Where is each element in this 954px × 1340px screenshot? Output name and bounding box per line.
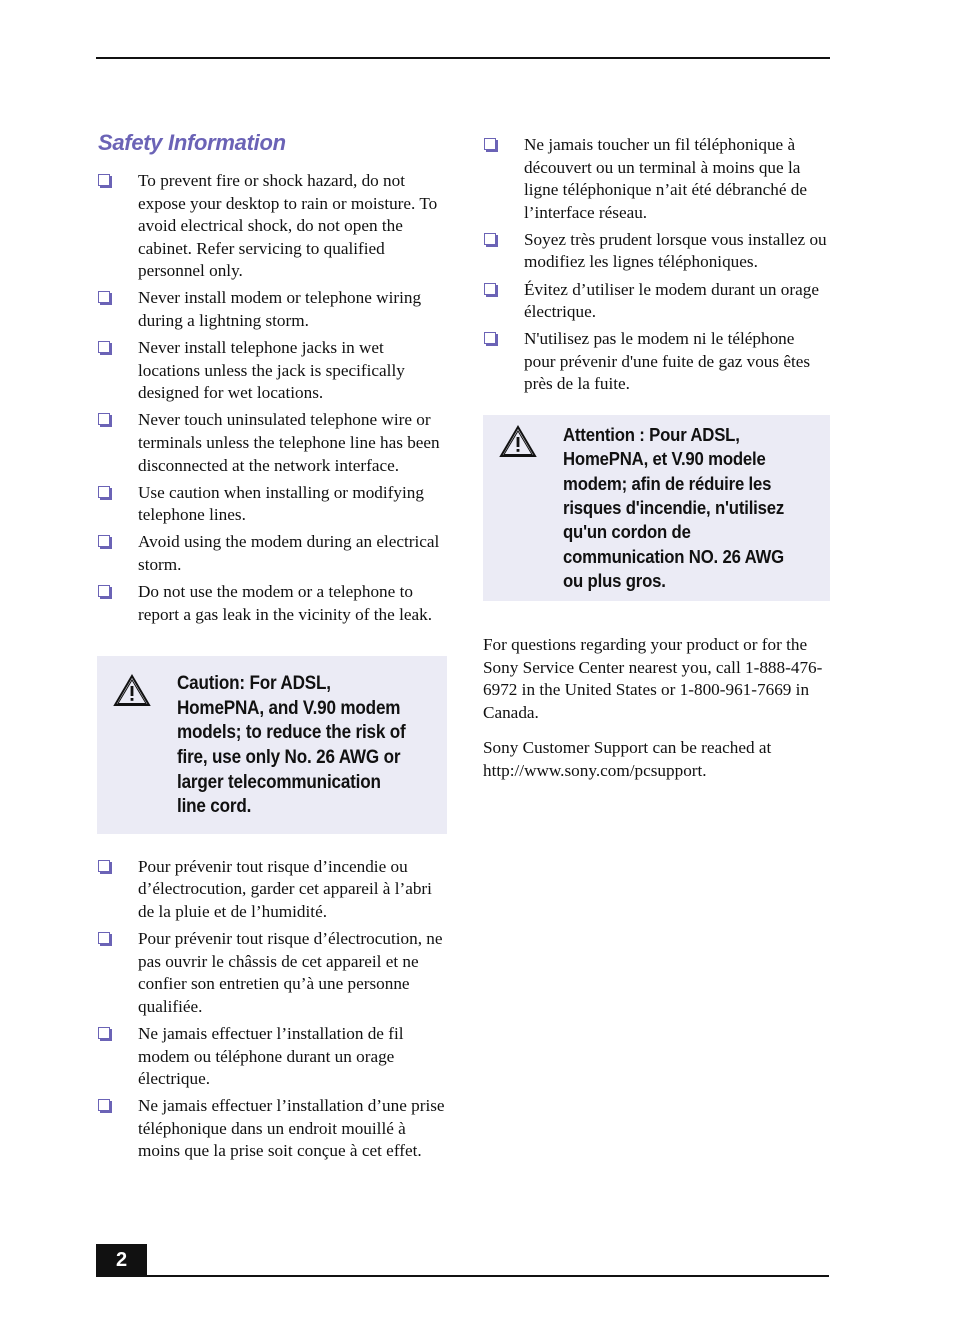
list-item	[483, 328, 830, 396]
list-item-text: Ne jamais toucher un fil téléphonique à découvert ou un terminal à moins que la ligne téléphonique n’ait été débranché de l’interface réseau.	[524, 135, 807, 222]
list-item-text: Never touch uninsulated telephone wire or terminals unless the telephone line has been disconnected at the network interface.	[138, 410, 440, 475]
list-item	[97, 337, 447, 405]
list-item-text: Do not use the modem or a telephone to report a gas leak in the vicinity of the leak.	[138, 582, 432, 624]
caution-text: Caution: For ADSL, HomePNA, and V.90 modem models; to reduce the risk of fire, use only No. 26 AWG or larger telecommunication line cord.	[177, 673, 406, 818]
list-item-text: Pour prévenir tout risque d’incendie ou d’électrocution, garder cet appareil à l’abri de la pluie et de l’humidité.	[138, 856, 432, 922]
list-item-text: Avoid using the modem during an electrical storm.	[138, 532, 440, 574]
safety-list-english	[97, 170, 447, 626]
safety-list-french-continued	[483, 134, 830, 396]
list-item	[97, 928, 447, 1018]
list-item	[483, 134, 830, 224]
checkbox-bullet-icon	[98, 174, 110, 186]
list-item	[97, 1023, 447, 1091]
list-item-text: Évitez d’utiliser le modem durant un orage électrique.	[524, 279, 819, 322]
checkbox-bullet-icon	[98, 932, 110, 944]
list-item-text: Soyez très prudent lorsque vous installez ou modifiez les lignes téléphoniques.	[524, 229, 827, 272]
list-item-text: Never install modem or telephone wiring during a lightning storm.	[138, 288, 422, 331]
checkbox-bullet-icon	[484, 233, 496, 245]
left-column	[97, 130, 447, 1168]
list-item-text: Use caution when installing or modifying telephone lines.	[138, 482, 424, 525]
caution-box-french	[483, 415, 830, 601]
support-paragraph: Sony Customer Support can be reached at http://www.sony.com/pcsupport.	[483, 738, 772, 781]
checkbox-bullet-icon	[98, 486, 110, 498]
list-item	[97, 531, 447, 576]
caution-box-english	[97, 656, 447, 834]
list-item-text: Ne jamais effectuer l’installation d’une prise téléphonique dans un endroit mouillé à moins que la prise soit conçue à cet effet.	[138, 1096, 445, 1161]
list-item	[97, 409, 447, 477]
checkbox-bullet-icon	[98, 341, 110, 353]
checkbox-bullet-icon	[484, 283, 496, 295]
checkbox-bullet-icon	[98, 585, 110, 597]
caution-text: Attention : Pour ADSL, HomePNA, et V.90 modele modem; afin de réduire les risques d'incendie, n'utilisez qu'un cordon de communication NO. 26 AWG ou plus gros.	[563, 424, 785, 591]
checkbox-bullet-icon	[98, 413, 110, 425]
list-item-text: To prevent fire or shock hazard, do not expose your desktop to rain or moisture. To avoid electrical shock, do not open the cabinet. Refer servicing to qualified personnel only.	[138, 171, 438, 281]
list-item-text: Pour prévenir tout risque d’électrocution, ne pas ouvrir le châssis de cet appareil et ne confier son entretien qu’à une personne qualifiée.	[138, 929, 443, 1016]
checkbox-bullet-icon	[484, 138, 496, 150]
list-item-text: N'utilisez pas le modem ni le téléphone pour prévenir d'une fuite de gaz vous êtes près de la fuite.	[524, 329, 811, 394]
checkbox-bullet-icon	[98, 535, 110, 547]
section-title: Safety Information	[98, 130, 286, 155]
list-item	[97, 170, 447, 283]
list-item-text: Never install telephone jacks in wet locations unless the jack is specifically designed for wet locations.	[138, 338, 405, 403]
checkbox-bullet-icon	[98, 1027, 110, 1039]
list-item	[483, 279, 830, 324]
list-item	[97, 287, 447, 332]
list-item	[97, 581, 447, 626]
checkbox-bullet-icon	[484, 332, 496, 344]
list-item	[97, 1095, 447, 1163]
list-item	[97, 482, 447, 527]
header-rule	[96, 57, 830, 59]
footer-rule	[96, 1275, 829, 1277]
list-item	[483, 229, 830, 274]
checkbox-bullet-icon	[98, 860, 110, 872]
right-column	[483, 134, 830, 796]
list-item-text: Ne jamais effectuer l’installation de fil modem ou téléphone durant un orage électrique.	[138, 1024, 404, 1089]
list-item	[97, 856, 447, 924]
contact-paragraph: For questions regarding your product or for the Sony Service Center nearest you, call 1-888-476-6972 in the United States or 1-800-961-7669 in Canada.	[483, 635, 823, 722]
checkbox-bullet-icon	[98, 1099, 110, 1111]
warning-triangle-icon	[499, 425, 537, 459]
page-number	[96, 1244, 147, 1277]
warning-triangle-icon	[113, 674, 151, 708]
checkbox-bullet-icon	[98, 291, 110, 303]
safety-list-french	[97, 856, 447, 1163]
page-number-text: 2	[115, 1249, 128, 1271]
